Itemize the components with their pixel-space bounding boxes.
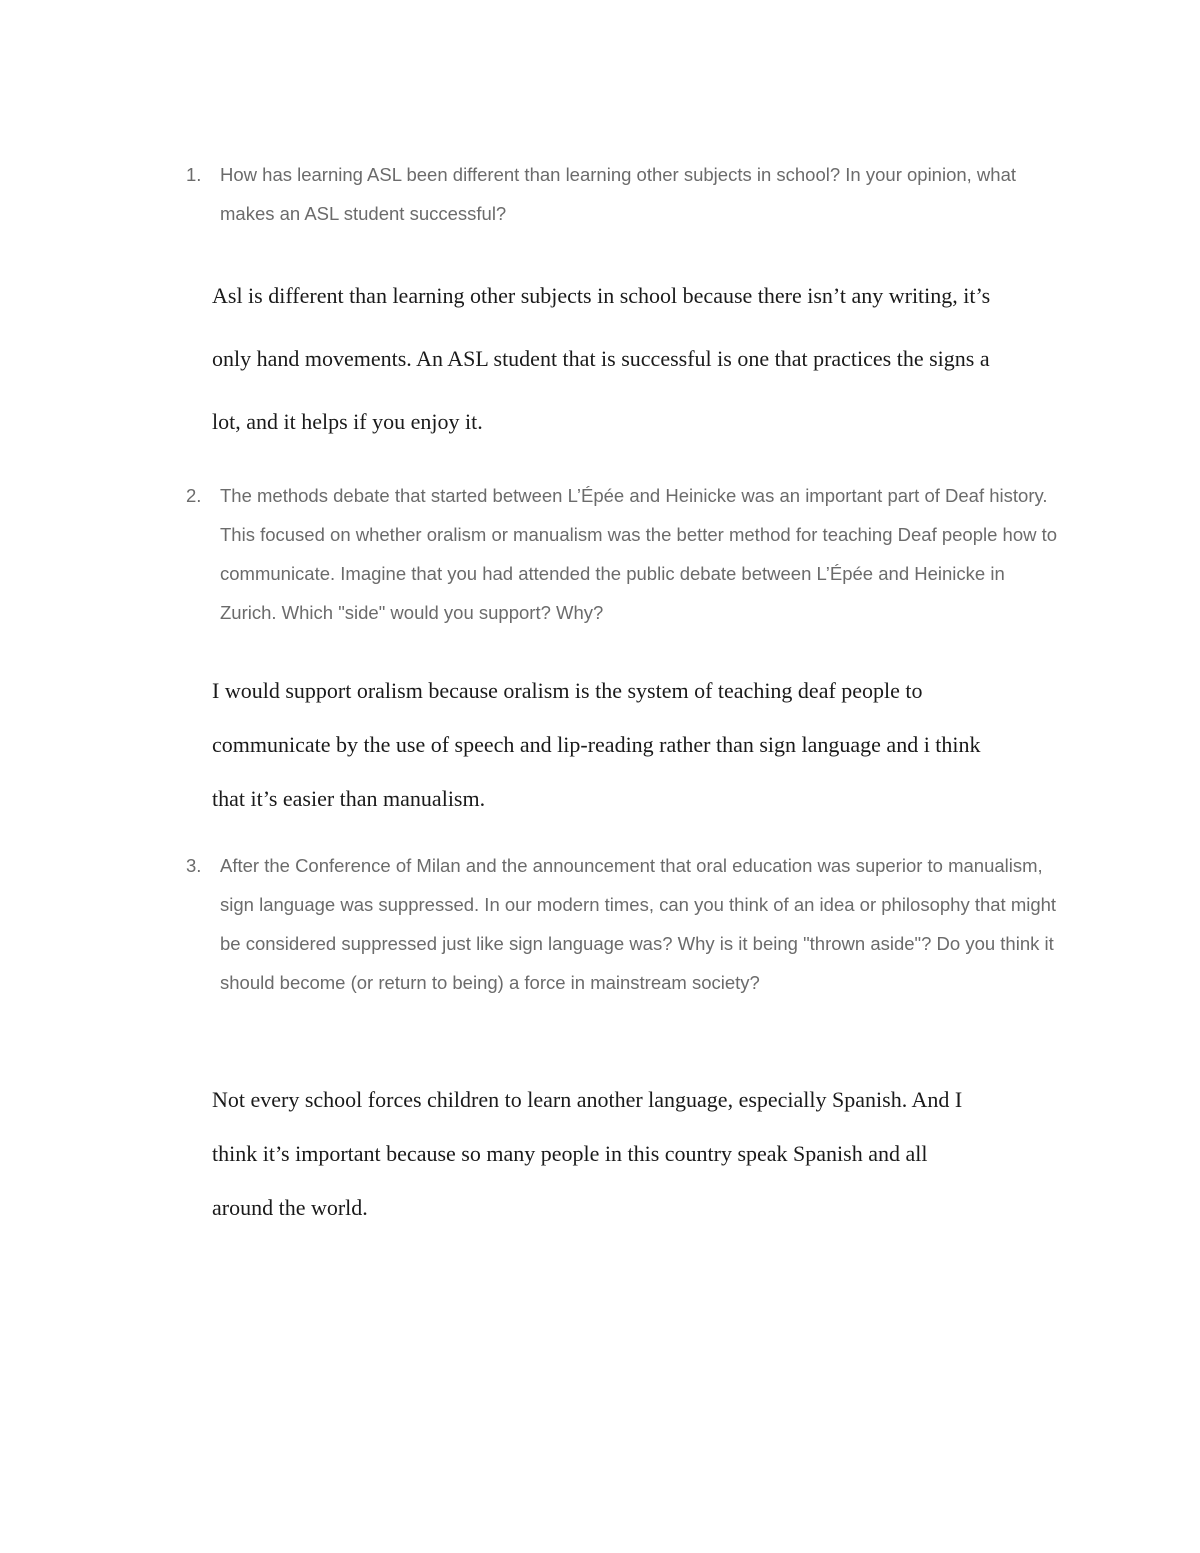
answer-line: around the world. xyxy=(212,1195,368,1220)
question-text: After the Conference of Milan and the announcement that oral education was superior to manualism, sign language was suppressed. In our modern times, can you think of an idea or philosophy that might be considered suppressed just like sign language was? Why is it being "thrown aside"? Do you think it should become (or return to being) a force in mainstream society? xyxy=(220,855,1057,993)
question-3 xyxy=(186,846,1066,1002)
answer-line: think it’s important because so many people in this country speak Spanish and all xyxy=(212,1141,928,1166)
answer-line: that it’s easier than manualism. xyxy=(212,786,486,811)
answer-line: communicate by the use of speech and lip-reading rather than sign language and i think xyxy=(212,732,981,757)
answer-line: Asl is different than learning other subjects in school because there isn’t any writing, it’s xyxy=(212,283,991,308)
question-text: How has learning ASL been different than learning other subjects in school? In your opinion, what makes an ASL student successful? xyxy=(220,164,1017,224)
answer-line: Not every school forces children to learn another language, especially Spanish. And I xyxy=(212,1087,963,1112)
answer-line: lot, and it helps if you enjoy it. xyxy=(212,409,483,434)
answer-1 xyxy=(212,264,1072,453)
answer-2 xyxy=(212,664,1072,826)
question-number: 3. xyxy=(186,855,202,876)
question-number: 2. xyxy=(186,485,202,506)
answer-3 xyxy=(212,1073,1072,1235)
question-text: The methods debate that started between L’Épée and Heinicke was an important part of Deaf history. This focused on whether oralism or manualism was the better method for teaching Deaf people how to communicate. Imagine that you had attended the public debate between L’Épée and Heinicke in Zurich. Which "side" would you support? Why? xyxy=(220,485,1058,623)
answer-line: I would support oralism because oralism is the system of teaching deaf people to xyxy=(212,678,923,703)
answer-line: only hand movements. An ASL student that is successful is one that practices the signs a xyxy=(212,346,990,371)
question-1 xyxy=(186,155,1066,233)
question-2 xyxy=(186,476,1066,632)
question-number: 1. xyxy=(186,164,202,185)
